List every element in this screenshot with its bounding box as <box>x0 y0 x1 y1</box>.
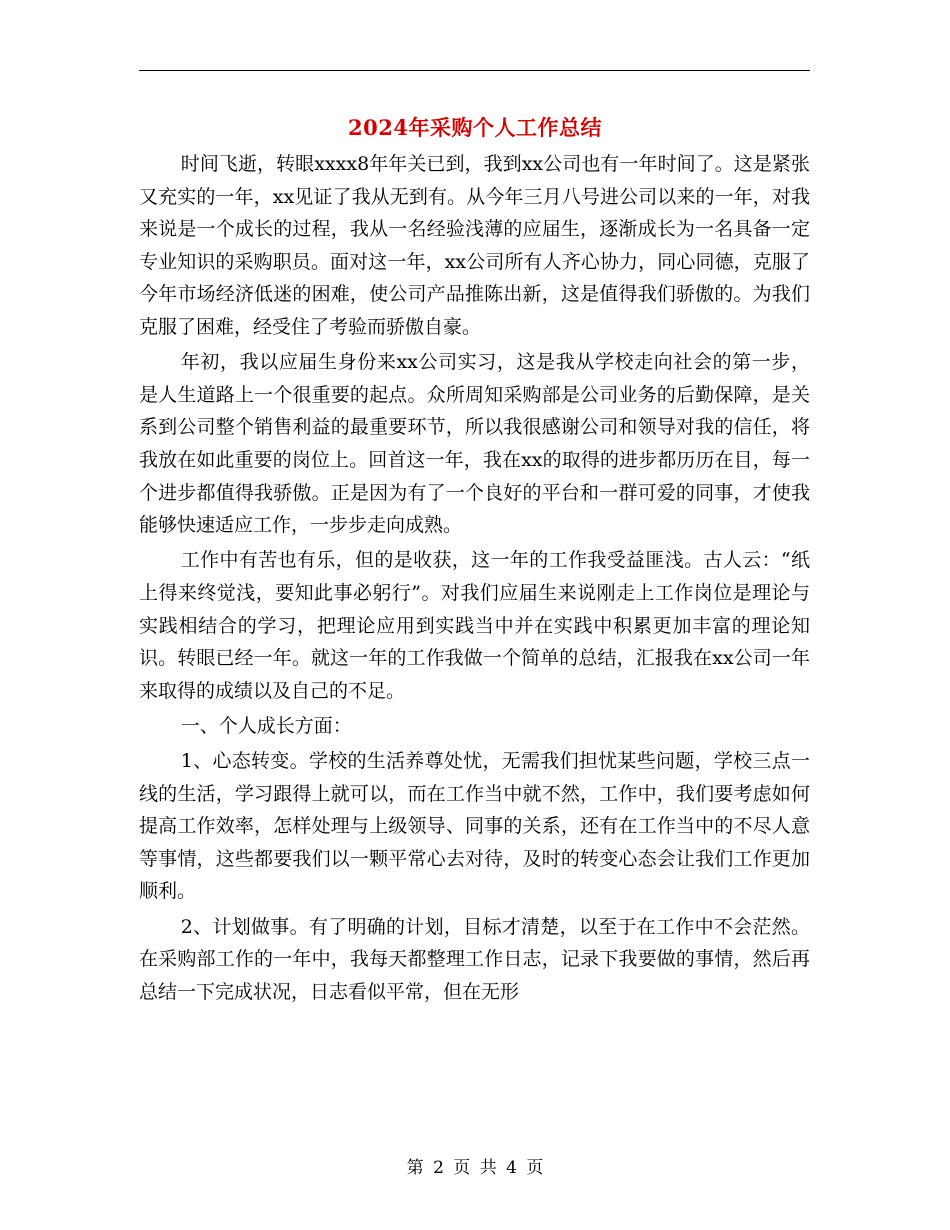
paragraph-planning: 2、计划做事。有了明确的计划，目标才清楚，以至于在工作中不会茫然。在采购部工作的一年中，我每天都整理工作日志，记录下我要做的事情，然后再总结一下完成状况，日志看似平常，但在无形 <box>139 915 810 1003</box>
paragraph-mindset-change: 1、心态转变。学校的生活养尊处忧，无需我们担忧某些问题，学校三点一线的生活，学习跟得上就可以，而在工作当中就不然，工作中，我们要考虑如何提高工作效率，怎样处理与上级领导、同事的关系，还有在工作当中的不尽人意等事情，这些都要我们以一颗平常心去对待，及时的转变心态会让我们工作更加顺利。 <box>139 750 810 903</box>
header-rule <box>139 70 810 71</box>
section-heading-personal-growth: 一、个人成长方面： <box>180 714 352 737</box>
document-title: 2024年采购个人工作总结 <box>348 115 602 140</box>
paragraph-start-of-year: 年初，我以应届生身份来xx公司实习，这是我从学校走向社会的第一步，是人生道路上一个很重要的起点。众所周知采购部是公司业务的后勤保障，是关系到公司整个销售利益的最重要环节，所以我很感谢公司和领导对我的信任，将我放在如此重要的岗位上。回首这一年，我在xx的取得的进步都历历在目，每一个进步都值得我骄傲。正是因为有了一个良好的平台和一群可爱的同事，才使我能够快速适应工作，一步步走向成熟。 <box>139 351 810 537</box>
document-body <box>139 148 810 1011</box>
page-footer: 第 2 页 共 4 页 <box>406 1158 544 1178</box>
paragraph-intro: 时间飞逝，转眼xxxx8年年关已到，我到xx公司也有一年时间了。这是紧张又充实的一年，xx见证了我从无到有。从今年三月八号进公司以来的一年，对我来说是一个成长的过程，我从一名经验浅薄的应届生，逐渐成长为一名具备一定专业知识的采购职员。面对这一年，xx公司所有人齐心协力，同心同德，克服了今年市场经济低迷的困难，使公司产品推陈出新，这是值得我们骄傲的。为我们克服了困难，经受住了考验而骄傲自豪。 <box>139 153 810 338</box>
paragraph-work-experience: 工作中有苦也有乐，但的是收获，这一年的工作我受益匪浅。古人云：“纸上得来终觉浅，要知此事必躬行”。对我们应届生来说刚走上工作岗位是理论与实践相结合的学习，把理论应用到实践当中并在实践中积累更加丰富的理论知识。转眼已经一年。就这一年的工作我做一个简单的总结，汇报我在xx公司一年来取得的成绩以及自己的不足。 <box>139 549 810 702</box>
